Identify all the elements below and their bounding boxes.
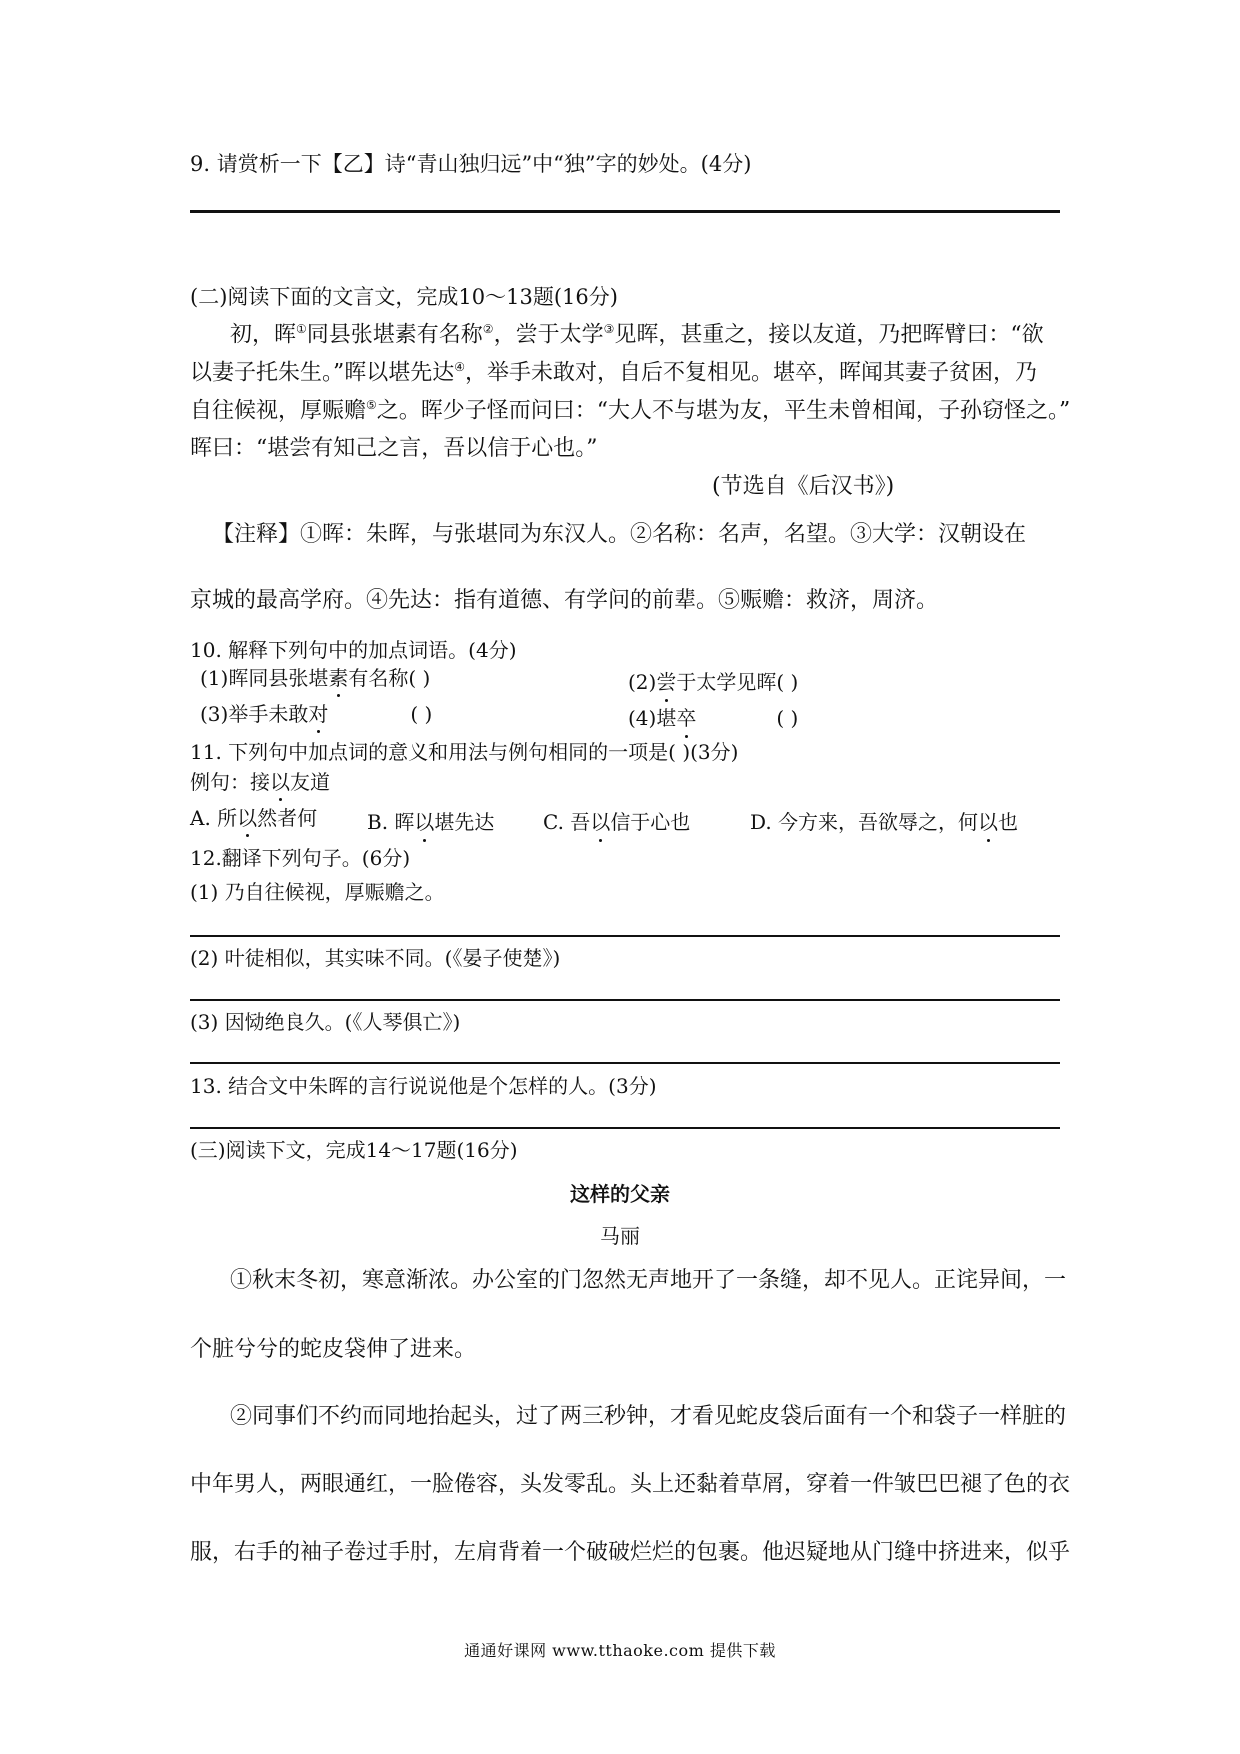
question-13: 13. 结合文中朱晖的言行说说他是个怎样的人。(3分) [190,1074,657,1098]
article-author: 马丽 [600,1224,640,1248]
q11-option-d: D. 今方来，吾欲辱之，何以也 [750,806,1018,835]
classical-text-line-3: 自往候视，厚赈赡⑤之。晖少子怪而问曰：“大人不与堪为友，平生未曾相闻，子孙窃怪之。” [190,398,1071,424]
page-footer: 通通好课网 www.tthaoke.com 提供下载 [464,1641,776,1660]
article-paragraph-2-line-1: ②同事们不约而同地抬起头，过了两三秒钟，才看见蛇皮袋后面有一个和袋子一样脏的 [230,1404,1067,1429]
q12-sentence-3: (3) 因恸绝良久。(《人琴俱亡》) [190,1010,461,1034]
source-citation: (节选自《后汉书》) [712,474,895,499]
article-paragraph-1-line-1: ①秋末冬初，寒意渐浓。办公室的门忽然无声地开了一条缝，却不见人。正诧异间，一 [230,1268,1067,1293]
question-11-title: 11. 下列句中加点词的意义和用法与例句相同的一项是( )(3分) [190,740,739,764]
article-paragraph-1-line-2: 个脏兮兮的蛇皮袋伸了进来。 [190,1337,477,1362]
section-3-header: (三)阅读下文，完成14～17题(16分) [190,1138,518,1162]
article-paragraph-2-line-3: 服，右手的袖子卷过手肘，左肩背着一个破破烂烂的包裹。他迟疑地从门缝中挤进来，似乎 [190,1540,1071,1565]
answer-line [190,935,1060,937]
q11-option-c: C. 吾以信于心也 [543,806,690,835]
answer-line [190,210,1060,213]
answer-line [190,1127,1060,1129]
question-12-title: 12.翻译下列句子。(6分) [190,846,411,870]
q11-option-a: A. 所以然者何 [190,806,318,830]
q12-sentence-1: (1) 乃自往候视，厚赈赡之。 [190,880,445,904]
answer-line [190,1062,1060,1064]
q10-item-3: (3)举手未敢对 ( ) [200,702,433,726]
section-2-header: (二)阅读下面的文言文，完成10～13题(16分) [190,285,618,309]
classical-text-line-2: 以妻子托朱生。”晖以堪先达④，举手未敢对，自后不复相见。堪卒，晖闻其妻子贫困，乃 [190,360,1038,386]
q10-item-1: (1)晖同县张堪素有名称( ) [200,666,431,690]
notes-line-1: 【注释】①晖：朱晖，与张堪同为东汉人。②名称：名声，名望。③大学：汉朝设在 [212,522,1027,547]
question-9: 9. 请赏析一下【乙】诗“青山独归远”中“独”字的妙处。(4分) [190,152,752,176]
article-title: 这样的父亲 [570,1182,670,1206]
q10-item-2: (2)尝于太学见晖( ) [628,666,798,695]
question-10-title: 10. 解释下列句中的加点词语。(4分) [190,638,517,662]
classical-text-line-1: 初，晖①同县张堪素有名称②，尝于太学③见晖，甚重之，接以友道，乃把晖臂曰：“欲 [230,322,1044,348]
answer-line [190,999,1060,1001]
q11-example: 例句：接以友道 [190,770,330,794]
q11-option-b: B. 晖以堪先达 [367,806,494,835]
q12-sentence-2: (2) 叶徒相似，其实味不同。(《晏子使楚》) [190,946,561,970]
article-paragraph-2-line-2: 中年男人，两眼通红，一脸倦容，头发零乱。头上还黏着草屑，穿着一件皱巴巴褪了色的衣 [190,1472,1071,1497]
notes-line-2: 京城的最高学府。④先达：指有道德、有学问的前辈。⑤赈赡：救济，周济。 [190,588,939,613]
q10-item-4: (4)堪卒 ( ) [628,702,798,731]
classical-text-line-4: 晖曰：“堪尝有知己之言，吾以信于心也。” [190,436,598,461]
